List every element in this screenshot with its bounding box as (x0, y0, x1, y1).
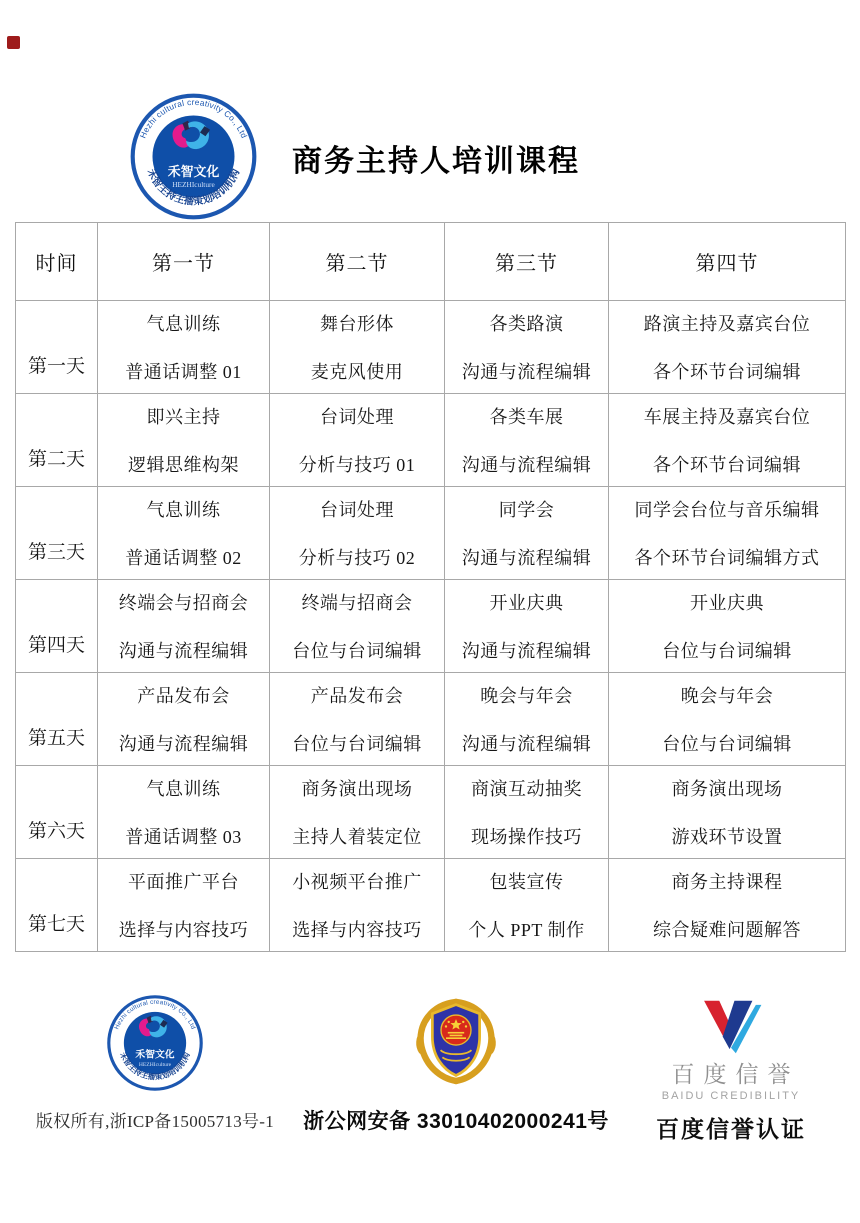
icp-text: 版权所有,浙ICP备15005713号-1 (35, 1112, 275, 1131)
company-logo-small (106, 994, 204, 1092)
course-line: 气息训练 (146, 500, 221, 520)
course-line: 麦克风使用 (310, 362, 404, 382)
course-line: 沟通与流程编辑 (461, 362, 592, 382)
course-cell (270, 487, 445, 580)
course-cell (609, 394, 846, 487)
course-line: 沟通与流程编辑 (461, 734, 592, 754)
baidu-credibility-en: BAIDU CREDIBILITY (661, 1089, 801, 1102)
table-body (16, 301, 846, 952)
footer-left (15, 994, 295, 1132)
course-cell (98, 394, 270, 487)
course-table (15, 222, 846, 952)
header-row (16, 223, 846, 301)
course-line: 台词处理 (320, 407, 394, 427)
course-cell (609, 673, 846, 766)
course-cell (270, 766, 445, 859)
course-cell (609, 859, 846, 952)
course-line: 同学会台位与音乐编辑 (634, 500, 820, 520)
course-line: 现场操作技巧 (471, 827, 582, 847)
course-line: 逻辑思维构架 (128, 455, 239, 475)
course-line: 商务主持课程 (671, 872, 783, 892)
course-line: 气息训练 (146, 314, 221, 334)
course-line: 台位与台词编辑 (292, 641, 422, 661)
course-line: 各类路演 (489, 314, 564, 334)
course-line: 分析与技巧 02 (298, 548, 416, 568)
course-cell (445, 394, 609, 487)
course-line: 台词处理 (320, 500, 394, 520)
course-line: 普通话调整 03 (125, 827, 242, 847)
course-line: 各个环节台词编辑方式 (634, 548, 820, 568)
course-line: 商演互动抽奖 (471, 779, 582, 799)
course-line: 沟通与流程编辑 (118, 734, 249, 754)
course-line: 商务演出现场 (301, 779, 413, 799)
table-row (16, 859, 846, 952)
course-line: 即兴主持 (146, 407, 221, 427)
course-line: 沟通与流程编辑 (118, 641, 249, 661)
course-line: 各个环节台词编辑 (653, 455, 801, 475)
table-row (16, 394, 846, 487)
day-cell: 第一天 (16, 301, 98, 394)
course-cell (445, 487, 609, 580)
course-line: 商务演出现场 (671, 779, 783, 799)
table-row (16, 487, 846, 580)
course-cell (445, 580, 609, 673)
course-line: 晚会与年会 (480, 686, 573, 706)
day-cell: 第三天 (16, 487, 98, 580)
course-line: 普通话调整 02 (125, 548, 242, 568)
course-line: 台位与台词编辑 (662, 641, 792, 661)
day-cell: 第四天 (16, 580, 98, 673)
page-title: 商务主持人培训课程 (292, 145, 580, 178)
course-cell (609, 766, 846, 859)
footer-center (295, 994, 617, 1135)
course-line: 车展主持及嘉宾台位 (643, 407, 811, 427)
header-cell: 时间 (16, 223, 98, 301)
day-cell: 第五天 (16, 673, 98, 766)
course-line: 同学会 (498, 500, 555, 520)
course-line: 终端与招商会 (301, 593, 413, 613)
course-line: 个人 PPT 制作 (468, 920, 585, 940)
course-cell (98, 766, 270, 859)
header (0, 0, 860, 222)
course-line: 分析与技巧 01 (298, 455, 416, 475)
course-cell (445, 766, 609, 859)
course-line: 游戏环节设置 (671, 827, 783, 847)
baidu-cert-text: 百度信誉认证 (656, 1115, 806, 1142)
table-row (16, 301, 846, 394)
company-logo-small-icon (106, 994, 204, 1092)
course-line: 小视频平台推广 (292, 872, 422, 892)
header-cell: 第一节 (98, 223, 270, 301)
course-cell (98, 580, 270, 673)
course-line: 晚会与年会 (680, 686, 774, 706)
course-line: 路演主持及嘉宾台位 (643, 314, 811, 334)
course-line: 舞台形体 (320, 314, 394, 334)
baidu-credibility-icon (693, 998, 769, 1056)
course-line: 产品发布会 (137, 686, 230, 706)
day-cell: 第六天 (16, 766, 98, 859)
course-line: 各个环节台词编辑 (653, 362, 801, 382)
course-line: 开业庆典 (489, 593, 564, 613)
course-cell (270, 301, 445, 394)
baidu-credibility-cn: 百度信誉 (671, 1061, 800, 1087)
course-line: 选择与内容技巧 (118, 920, 249, 940)
police-record-text: 浙公网安备 33010402000241号 (303, 1110, 609, 1133)
course-line: 气息训练 (146, 779, 221, 799)
header-cell: 第三节 (445, 223, 609, 301)
course-line: 沟通与流程编辑 (461, 548, 592, 568)
course-cell (270, 580, 445, 673)
course-line: 沟通与流程编辑 (461, 641, 592, 661)
course-line: 主持人着装定位 (292, 827, 422, 847)
course-line: 终端会与招商会 (118, 593, 249, 613)
course-cell (98, 673, 270, 766)
badge-knot (453, 1078, 459, 1084)
course-cell (445, 301, 609, 394)
course-cell (98, 487, 270, 580)
police-badge-icon (406, 994, 506, 1088)
course-line: 产品发布会 (310, 686, 404, 706)
day-cell: 第七天 (16, 859, 98, 952)
course-cell (609, 487, 846, 580)
header-cell: 第四节 (609, 223, 846, 301)
course-cell (270, 394, 445, 487)
table-head (16, 223, 846, 301)
course-line: 台位与台词编辑 (292, 734, 422, 754)
course-cell (98, 859, 270, 952)
table-row (16, 673, 846, 766)
course-cell (445, 673, 609, 766)
course-line: 综合疑难问题解答 (653, 920, 801, 940)
course-cell (609, 301, 846, 394)
course-line: 开业庆典 (690, 593, 764, 613)
course-line: 沟通与流程编辑 (461, 455, 592, 475)
footer (15, 994, 845, 1144)
course-line: 各类车展 (489, 407, 564, 427)
header-cell: 第二节 (270, 223, 445, 301)
course-cell (609, 580, 846, 673)
course-line: 普通话调整 01 (125, 362, 242, 382)
course-line: 台位与台词编辑 (662, 734, 792, 754)
table-row (16, 580, 846, 673)
course-line: 包装宣传 (489, 872, 564, 892)
course-cell (98, 301, 270, 394)
course-cell (445, 859, 609, 952)
course-line: 选择与内容技巧 (292, 920, 422, 940)
table-row (16, 766, 846, 859)
footer-right (617, 994, 845, 1144)
day-cell: 第二天 (16, 394, 98, 487)
course-line: 平面推广平台 (128, 872, 239, 892)
course-cell (270, 859, 445, 952)
course-cell (270, 673, 445, 766)
